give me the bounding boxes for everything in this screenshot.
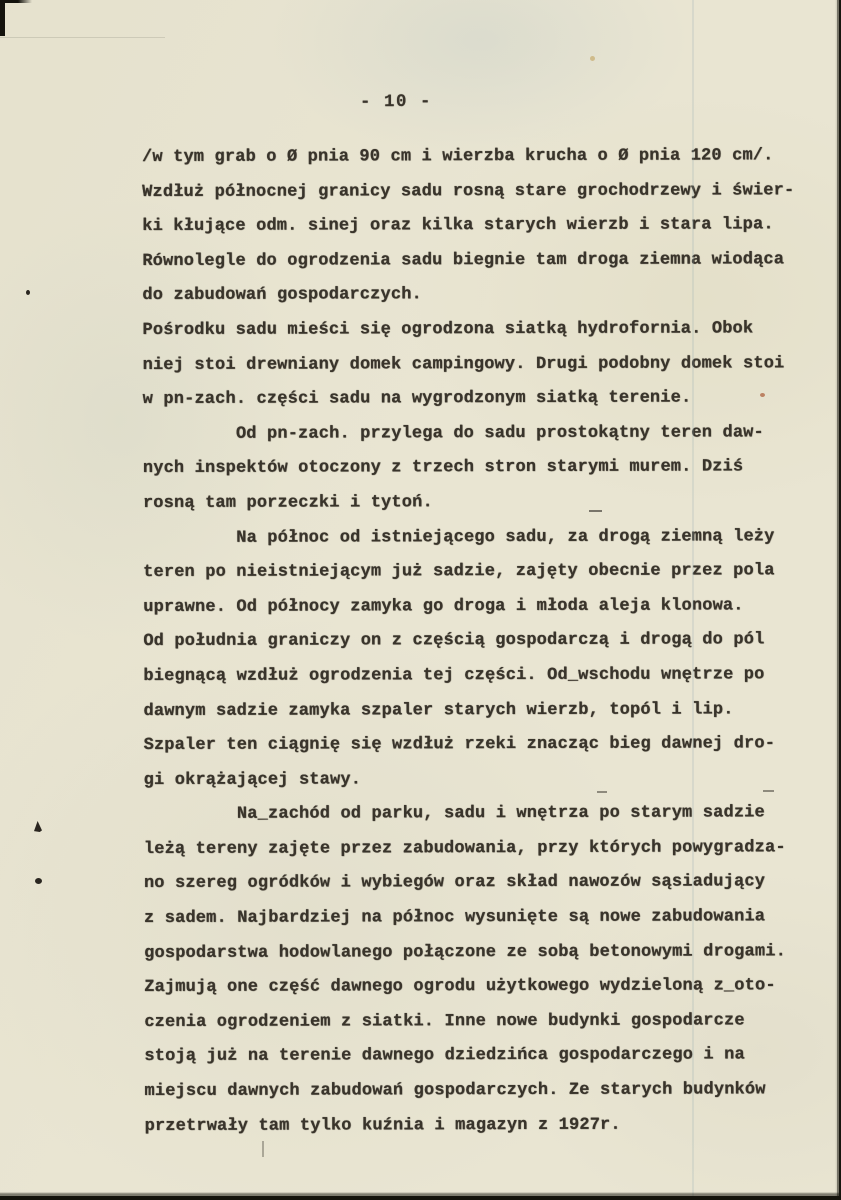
text-line: no szereg ogródków i wybiegów oraz skład nawozów sąsiadujący (143, 872, 766, 894)
stain-speck (590, 56, 595, 61)
ink-speck (26, 290, 30, 295)
text-line: czenia ogrodzeniem z siatki. Inne nowe budynki gospodarcze (144, 1011, 745, 1032)
text-line: niej stoi drewniany domek campingowy. Drugi podobny domek stoi (142, 353, 785, 375)
text-line: Pośrodku sadu mieści się ogrodzona siatką hydrofornia. Obok (142, 319, 754, 340)
text-line: ki kłujące odm. sinej oraz kilka starych wierzb i stara lipa. (142, 215, 774, 237)
text-line: z sadem. Najbardziej na północ wysunięte są nowe zabudowania (144, 907, 766, 929)
ink-speck (34, 821, 42, 832)
scan-edge-top-left (0, 0, 5, 36)
text-line: biegnącą wzdłuż ogrodzenia tej części. Od_wschodu wnętrze po (143, 665, 765, 686)
paper-crease-line (692, 0, 694, 1200)
stray-dash-mark (589, 510, 602, 512)
text-line: Równolegle do ogrodzenia sadu biegnie tam droga ziemna wiodąca (142, 250, 785, 271)
text-line: Od południa graniczy on z częścią gospodarczą i drogą do pól (143, 630, 765, 652)
text-line: /w tym grab o Ø pnia 90 cm i wierzba krucha o Ø pnia 120 cm/. (142, 146, 774, 167)
rust-speck (760, 393, 765, 397)
text-line: Szpaler ten ciągnię się wzdłuż rzeki znacząc bieg dawnej dro- (143, 734, 776, 756)
text-line: Na północ od istniejącego sadu, za drogą ziemną leży (143, 526, 775, 548)
ink-speck (35, 878, 42, 884)
text-line: dawnym sadzie zamyka szpaler starych wierzb, topól i lip. (143, 699, 734, 721)
body-text (142, 139, 815, 1144)
text-line: miejscu dawnych zabudowań gospodarczych. Ze starych budynków (144, 1080, 766, 1102)
stray-dash-mark (597, 791, 607, 793)
text-line: uprawne. Od północy zamyka go droga i młoda aleja klonowa. (143, 596, 744, 617)
page-number: - 10 - (359, 91, 433, 113)
text-line: Wzdłuż północnej granicy sadu rosną stare grochodrzewy i świer- (142, 180, 795, 202)
text-line: do zabudowań gospodarczych. (142, 285, 422, 306)
stray-tick-mark (262, 1141, 264, 1157)
text-line: w pn-zach. części sadu na wygrodzonym siatką terenie. (142, 388, 692, 410)
stray-dash-mark (763, 790, 774, 792)
scan-edge-bottom (0, 1192, 841, 1200)
text-line: teren po nieistniejącym już sadzie, zajęty obecnie przez pola (143, 561, 775, 583)
text-line: nych inspektów otoczony z trzech stron starymi murem. Dziś (142, 457, 744, 479)
text-line: gi okrążającej stawy. (143, 770, 362, 790)
text-line: Na_zachód od parku, sadu i wnętrza po starym sadzie (143, 803, 765, 825)
text-line: rosną tam porzeczki i tytoń. (142, 493, 433, 513)
text-line: Od pn-zach. przylega do sadu prostokątny teren daw- (142, 423, 764, 444)
text-line: Zajmują one część dawnego ogrodu użytkowego wydzieloną z_oto- (144, 976, 776, 998)
paper-scratch-line (0, 37, 165, 38)
text-line: leżą tereny zajęte przez zabudowania, przy których powygradza- (143, 838, 786, 859)
text-line: stoją już na terenie dawnego dziedzińca gospodarczego i na (144, 1045, 745, 1067)
text-line: gospodarstwa hodowlanego połączone ze sobą betonowymi drogami. (144, 941, 786, 963)
scan-edge-top (0, 0, 32, 3)
text-line: przetrwały tam tylko kuźnia i magazyn z 1927r. (144, 1115, 621, 1136)
scan-edge-right (835, 0, 841, 1200)
